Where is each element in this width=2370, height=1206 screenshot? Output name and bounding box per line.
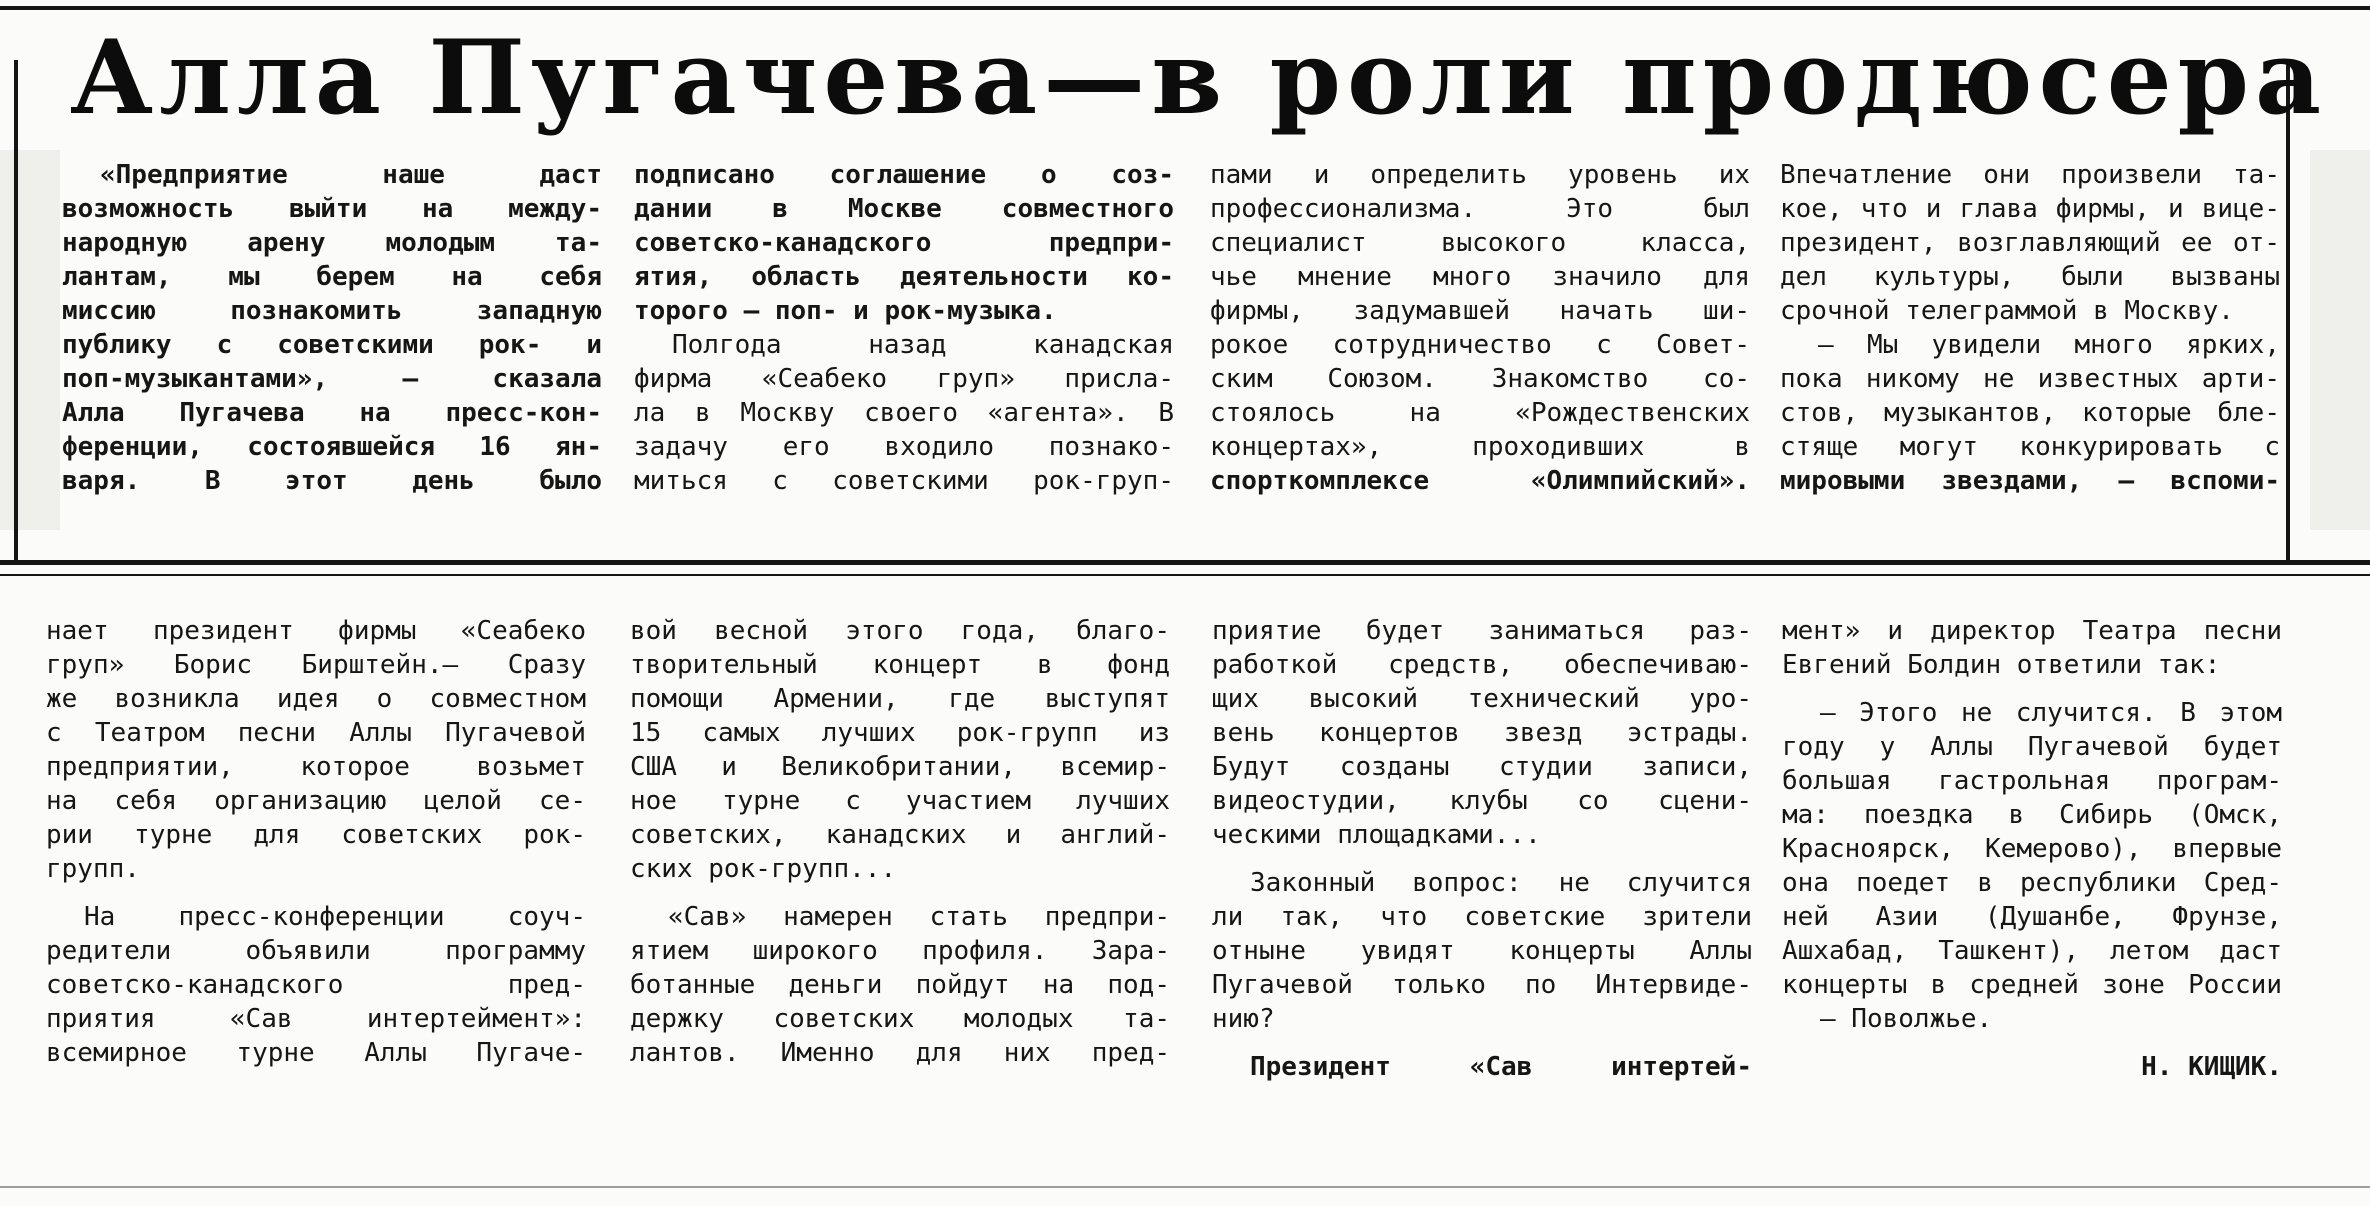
article-line: нию?: [1212, 1004, 1275, 1034]
article-line: народную арену молодым та-: [62, 228, 602, 258]
article-line: ских рок-групп...: [630, 854, 897, 884]
article-line: творительный концерт в фонд: [630, 650, 1170, 680]
article-line: советско-канадского пред-: [46, 970, 586, 1000]
bottom-column-3: [1212, 614, 1752, 1134]
article-line: ским Союзом. Знакомство со-: [1210, 364, 1750, 394]
article-line: редители объявили программу: [46, 936, 586, 966]
bottom-column-4: [1782, 614, 2282, 1154]
article-line: Красноярск, Кемерово), впервые: [1782, 834, 2282, 864]
article-line: вень концертов звезд эстрады.: [1212, 718, 1752, 748]
article-line: ней Азии (Душанбе, Фрунзе,: [1782, 902, 2282, 932]
article-line: лантов. Именно для них пред-: [630, 1038, 1170, 1068]
article-line: возможность выйти на между-: [62, 194, 602, 224]
article-line: Ашхабад, Ташкент), летом даст: [1782, 936, 2282, 966]
article-line: 15 самых лучших рок-групп из: [630, 718, 1170, 748]
article-line: Полгода назад канадская: [672, 330, 1174, 360]
article-line: фирма «Сеабеко груп» присла-: [634, 364, 1174, 394]
article-line: Н. КИЩИК.: [2141, 1052, 2282, 1082]
article-line: дел культуры, были вызваны: [1780, 262, 2280, 292]
article-line: рии турне для советских рок-: [46, 820, 586, 850]
article-line: большая гастрольная програм-: [1782, 766, 2282, 796]
article-line: ятия, область деятельности ко-: [634, 262, 1174, 292]
article-line: На пресс-конференции соуч-: [84, 902, 586, 932]
article-line: советских, канадских и англий-: [630, 820, 1170, 850]
article-line: мировыми звездами, — вспоми-: [1780, 466, 2280, 496]
article-line: стов, музыкантов, которые бле-: [1780, 398, 2280, 428]
article-line: же возникла идея о совместном: [46, 684, 586, 714]
article-line: президент, возглавляющий ее от-: [1780, 228, 2280, 258]
article-line: ное турне с участием лучших: [630, 786, 1170, 816]
article-line: поп-музыкантами», — сказала: [62, 364, 602, 394]
article-line: груп» Борис Бирштейн.— Сразу: [46, 650, 586, 680]
article-line: приятие будет заниматься раз-: [1212, 616, 1752, 646]
article-line: лантам, мы берем на себя: [62, 262, 602, 292]
article-line: приятия «Сав интертеймент»:: [46, 1004, 586, 1034]
article-line: срочной телеграммой в Москву.: [1780, 296, 2234, 326]
article-line: профессионализма. Это был: [1210, 194, 1750, 224]
bottom-rule: [0, 1186, 2370, 1188]
article-line: она поедет в республики Сред-: [1782, 868, 2282, 898]
article-line: рокое сотрудничество с Совет-: [1210, 330, 1750, 360]
article-line: миться с советскими рок-груп-: [634, 466, 1174, 496]
article-line: нает президент фирмы «Сеабеко: [46, 616, 586, 646]
article-line: на себя организацию целой се-: [46, 786, 586, 816]
article-line: подписано соглашение о соз-: [634, 160, 1174, 190]
article-line: — Поволжье.: [1820, 1004, 1993, 1034]
article-line: всемирное турне Аллы Пугаче-: [46, 1038, 586, 1068]
article-line: предприятии, которое возьмет: [46, 752, 586, 782]
article-line: кое, что и глава фирмы, и вице-: [1780, 194, 2280, 224]
article-line: Евгений Болдин ответили так:: [1782, 650, 2221, 680]
article-line: году у Аллы Пугачевой будет: [1782, 732, 2282, 762]
article-line: специалист высокого класса,: [1210, 228, 1750, 258]
article-line: Законный вопрос: не случится: [1250, 868, 1752, 898]
bleed-through-left: [0, 150, 60, 530]
article-line: пока никому не известных арти-: [1780, 364, 2280, 394]
article-line: спорткомплексе «Олимпийский».: [1210, 466, 1750, 496]
section-divider-thick: [0, 560, 2370, 565]
article-line: стяще могут конкурировать с: [1780, 432, 2280, 462]
article-line: публику с советскими рок- и: [62, 330, 602, 360]
article-line: ботанные деньги пойдут на под-: [630, 970, 1170, 1000]
article-line: работкой средств, обеспечиваю-: [1212, 650, 1752, 680]
article-line: Впечатление они произвели та-: [1780, 160, 2280, 190]
article-line: отныне увидят концерты Аллы: [1212, 936, 1752, 966]
article-line: мент» и директор Театра песни: [1782, 616, 2282, 646]
article-line: концерты в средней зоне России: [1782, 970, 2282, 1000]
bottom-column-2: [630, 614, 1170, 1134]
bleed-through-right: [2310, 150, 2370, 530]
article-line: США и Великобритании, всемир-: [630, 752, 1170, 782]
article-line: Президент «Сав интертей-: [1250, 1052, 1752, 1082]
article-line: помощи Армении, где выступят: [630, 684, 1170, 714]
top-column-3: [1210, 158, 1750, 528]
top-column-4: [1780, 158, 2280, 528]
article-line: дании в Москве совместного: [634, 194, 1174, 224]
article-line: щих высокий технический уро-: [1212, 684, 1752, 714]
section-divider-thin: [0, 574, 2370, 576]
article-line: Алла Пугачева на пресс-кон-: [62, 398, 602, 428]
article-line: стоялось на «Рождественских: [1210, 398, 1750, 428]
bottom-column-1: [46, 614, 586, 1134]
article-line: Пугачевой только по Интервиде-: [1212, 970, 1752, 1000]
article-line: держку советских молодых та-: [630, 1004, 1170, 1034]
article-line: концертах», проходивших в: [1210, 432, 1750, 462]
article-line: торого — поп- и рок-музыка.: [634, 296, 1057, 326]
left-frame-rule: [14, 60, 18, 560]
article-line: групп.: [46, 854, 140, 884]
article-line: Будут созданы студии записи,: [1212, 752, 1752, 782]
article-line: видеостудии, клубы со сцени-: [1212, 786, 1752, 816]
article-line: ла в Москву своего «агента». В: [634, 398, 1174, 428]
article-line: фирмы, задумавшей начать ши-: [1210, 296, 1750, 326]
article-line: миссию познакомить западную: [62, 296, 602, 326]
article-line: «Предприятие наше даст: [100, 160, 602, 190]
article-line: советско-канадского предпри-: [634, 228, 1174, 258]
top-column-1: [62, 158, 602, 528]
article-line: вой весной этого года, благо-: [630, 616, 1170, 646]
headline: Алла Пугачева—в роли продюсера: [70, 18, 2328, 138]
article-line: ференции, состоявшейся 16 ян-: [62, 432, 602, 462]
article-line: — Мы увидели много ярких,: [1818, 330, 2280, 360]
top-column-2: [634, 158, 1174, 528]
article-line: с Театром песни Аллы Пугачевой: [46, 718, 586, 748]
article-line: варя. В этот день было: [62, 466, 602, 496]
article-line: пами и определить уровень их: [1210, 160, 1750, 190]
article-line: ма: поездка в Сибирь (Омск,: [1782, 800, 2282, 830]
article-line: ческими площадками...: [1212, 820, 1541, 850]
article-line: задачу его входило познако-: [634, 432, 1174, 462]
article-line: — Этого не случится. В этом: [1820, 698, 2282, 728]
article-line: ятием широкого профиля. Зара-: [630, 936, 1170, 966]
article-line: «Сав» намерен стать предпри-: [668, 902, 1170, 932]
article-line: чье мнение много значило для: [1210, 262, 1750, 292]
article-line: ли так, что советские зрители: [1212, 902, 1752, 932]
